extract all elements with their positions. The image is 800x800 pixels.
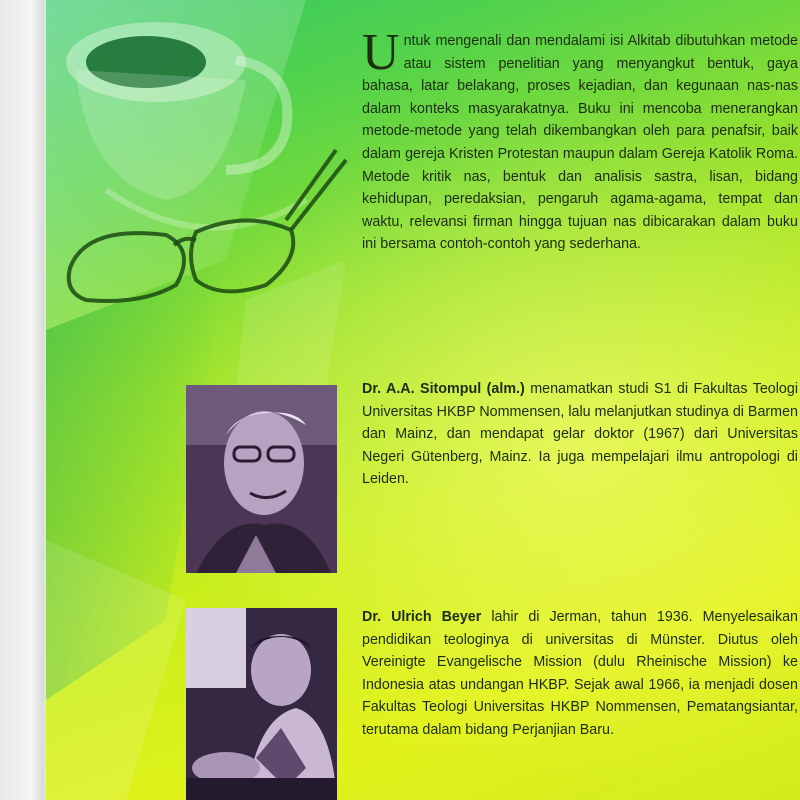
author-bio-text: lahir di Jerman, tahun 1936. Menyelesaikan pendidikan teologinya di universitas di Münster. Diutus oleh Vereinigte Evangelische Mission (dulu Rheinische Mission) ke Indonesia atas undangan HKBP. Sejak awal 1966, ia menjadi dosen Fakultas Teologi Universitas HKBP Nommensen, Pematangsiantar, terutama dalam bidang Perjanjian Baru. bbox=[362, 609, 798, 738]
book-description bbox=[362, 24, 798, 256]
bio-paragraph bbox=[362, 606, 798, 742]
author-bio-sitompul bbox=[362, 378, 798, 491]
author-photo-sitompul bbox=[186, 385, 337, 573]
dropcap-letter: U bbox=[362, 24, 400, 81]
description-paragraph bbox=[362, 24, 798, 256]
author-bio-beyer bbox=[362, 606, 798, 742]
author-name: Dr. A.A. Sitompul (alm.) bbox=[362, 381, 525, 397]
book-back-cover bbox=[46, 0, 800, 800]
author-name: Dr. Ulrich Beyer bbox=[362, 609, 482, 625]
author-bio-text: menamatkan studi S1 di Fakultas Teologi Universitas HKBP Nommensen, lalu melanjutkan studinya di Barmen dan Mainz, dan mendapat gelar doktor (1967) dari Universitas Negeri Gütenberg, Mainz. Ia juga mempelajari ilmu antropologi di Leiden. bbox=[362, 381, 798, 488]
portrait-image bbox=[186, 385, 337, 573]
portrait-image bbox=[186, 608, 337, 800]
author-photo-beyer bbox=[186, 608, 337, 800]
description-text: ntuk mengenali dan mendalami isi Alkitab dibutuhkan metode atau sistem penelitian yang menyangkut bentuk, gaya bahasa, latar belakang, proses kejadian, dan kegunaan nas-nas dalam konteks masyarakatnya. Buku ini mencoba menerangkan metode-metode yang telah dikembangkan oleh para penafsir, baik dalam gereja Kristen Protestan maupun dalam Gereja Katolik Roma. Metode kritik nas, bentuk dan analisis sastra, lisan, bidang kehidupan, peredaksian, pengaruh agama-agama, tempat dan waktu, relevansi firman hingga tujuan nas dibicarakan dalam buku ini bersama contoh-contoh yang sederhana. bbox=[362, 33, 798, 253]
bio-paragraph bbox=[362, 378, 798, 491]
